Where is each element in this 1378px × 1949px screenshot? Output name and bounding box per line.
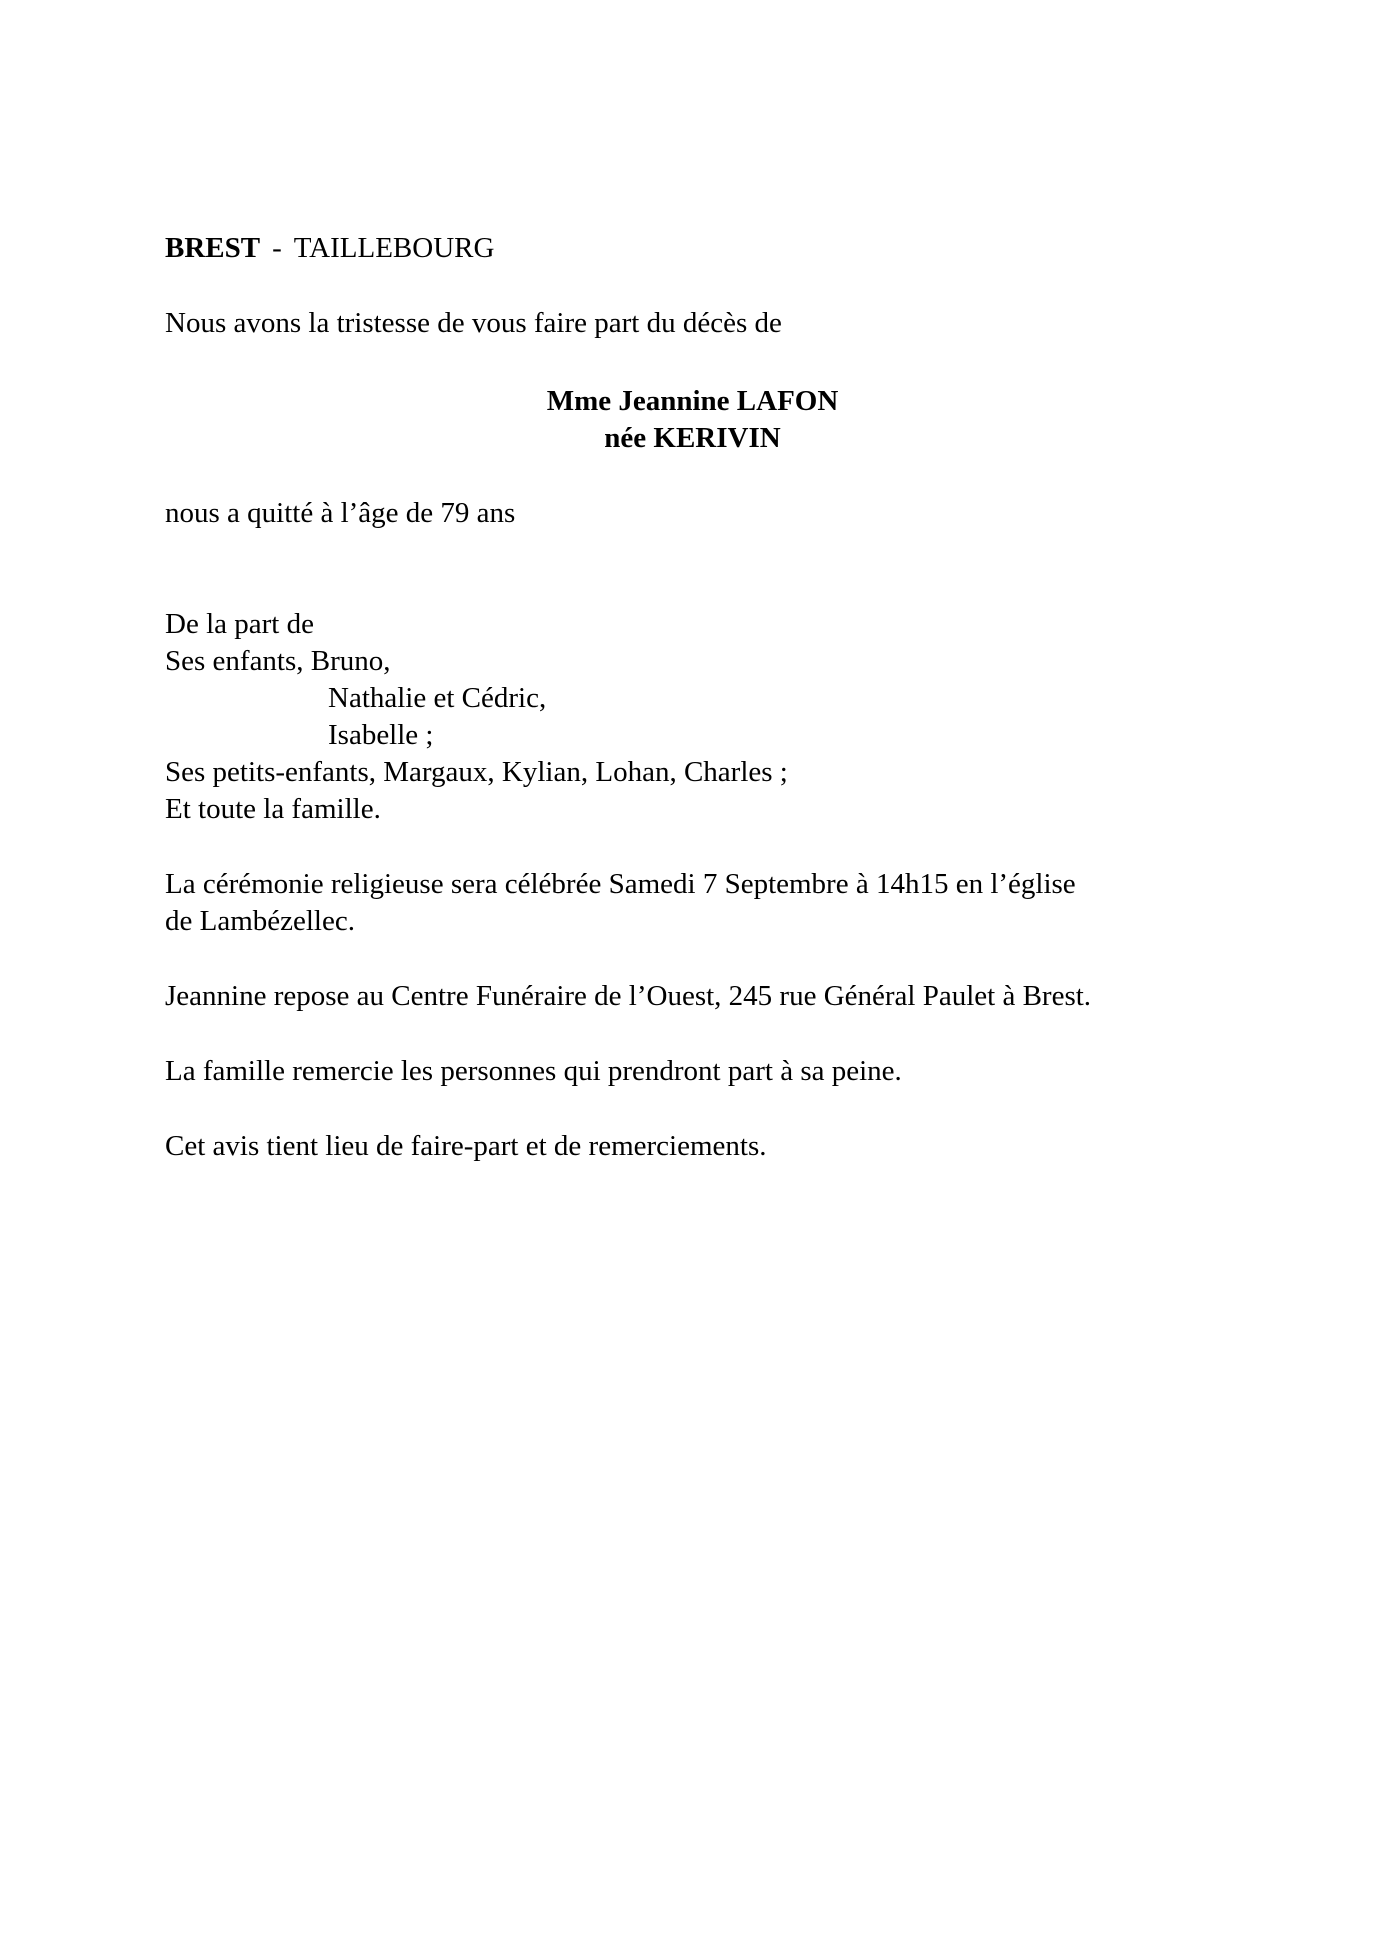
notice-line: Cet avis tient lieu de faire-part et de remerciements. bbox=[165, 1130, 767, 1162]
thanks-line: La famille remercie les personnes qui prendront part à sa peine. bbox=[165, 1055, 902, 1087]
grandchildren-line: Ses petits-enfants, Margaux, Kylian, Lohan, Charles ; bbox=[165, 756, 788, 788]
rest-line: Jeannine repose au Centre Funéraire de l’Ouest, 245 rue Général Paulet à Brest. bbox=[165, 980, 1092, 1012]
intro-text: Nous avons la tristesse de vous faire part du décès de bbox=[165, 307, 782, 339]
family-from: De la part de bbox=[165, 608, 314, 640]
family-all: Et toute la famille. bbox=[165, 793, 381, 825]
age-line: nous a quitté à l’âge de 79 ans bbox=[165, 497, 516, 529]
heading-city: BREST bbox=[165, 232, 261, 264]
heading-place: TAILLEBOURG bbox=[293, 232, 495, 264]
ceremony-line-1: La cérémonie religieuse sera célébrée Samedi 7 Septembre à 14h15 en l’église bbox=[165, 868, 1076, 900]
children-line-3: Isabelle ; bbox=[328, 719, 434, 751]
deceased-birth-name: née KERIVIN bbox=[604, 422, 781, 454]
children-line: Ses enfants, Bruno, bbox=[165, 645, 391, 677]
heading-separator: - bbox=[272, 232, 282, 264]
ceremony-line-2: de Lambézellec. bbox=[165, 905, 355, 937]
children-line-2: Nathalie et Cédric, bbox=[328, 682, 547, 714]
deceased-name: Mme Jeannine LAFON bbox=[546, 385, 839, 417]
heading-line bbox=[165, 230, 494, 267]
